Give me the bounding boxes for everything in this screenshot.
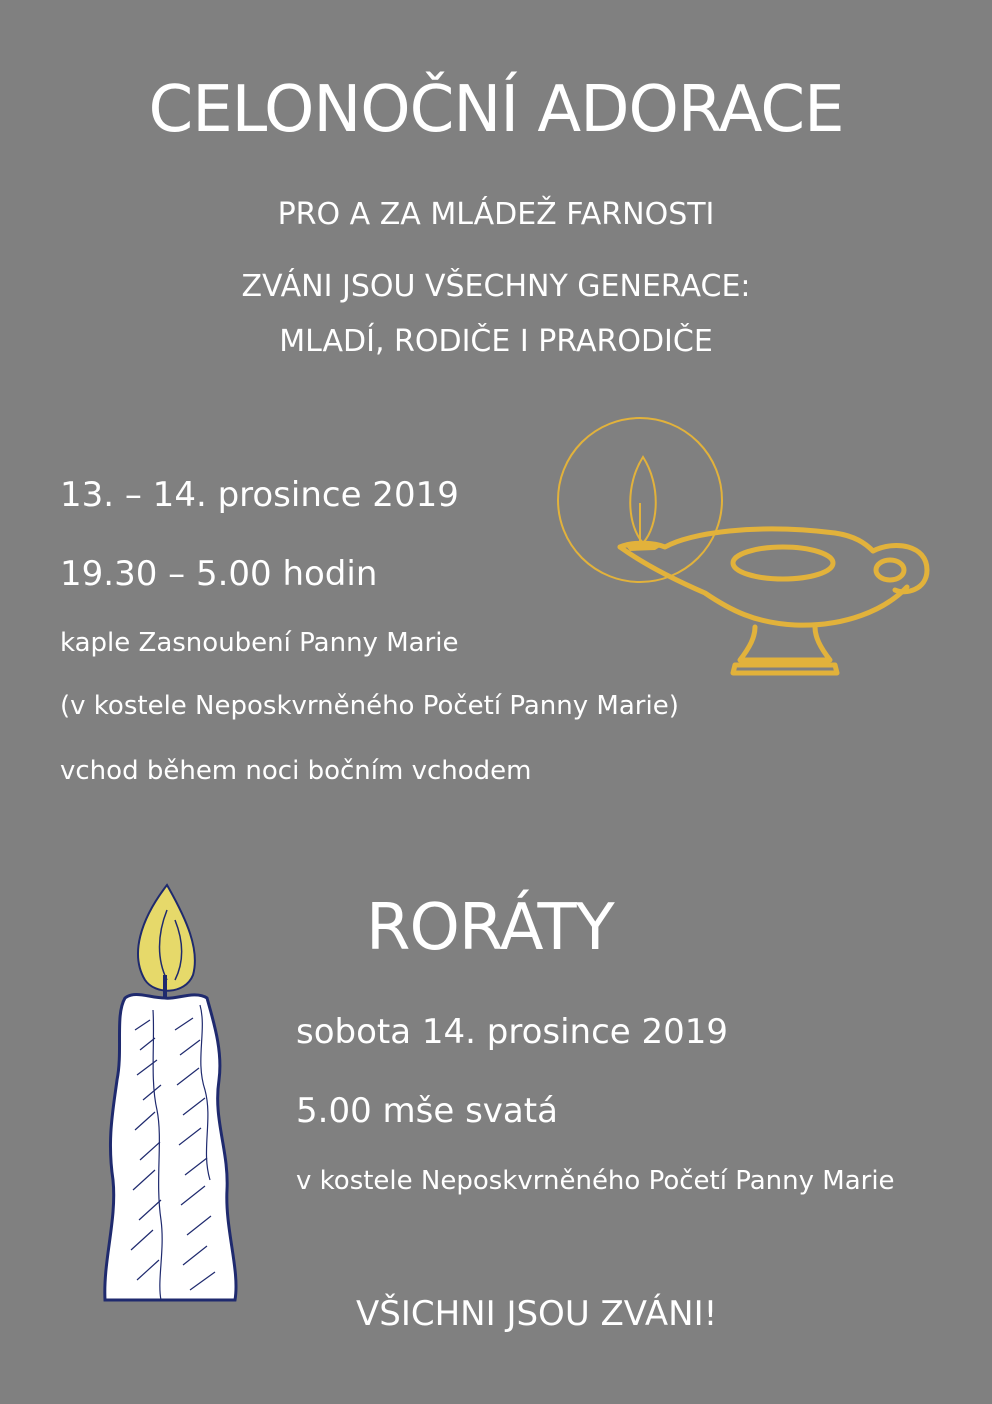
adoration-place: kaple Zasnoubení Panny Marie	[60, 628, 459, 658]
generations-line-2: MLADÍ, RODIČE I PRARODIČE	[279, 324, 713, 359]
page-title: CELONOČNÍ ADORACE	[148, 73, 844, 147]
candle-icon	[95, 880, 250, 1330]
oil-lamp-icon	[555, 415, 935, 680]
adoration-date: 13. – 14. prosince 2019	[60, 475, 459, 515]
adoration-entrance: vchod během noci bočním vchodem	[60, 756, 532, 786]
adoration-place-detail: (v kostele Neposkvrněného Početí Panny Marie)	[60, 691, 679, 721]
roraty-time: 5.00 mše svatá	[296, 1091, 558, 1131]
roraty-place: v kostele Neposkvrněného Početí Panny Marie	[296, 1166, 895, 1196]
roraty-title: RORÁTY	[366, 891, 614, 965]
roraty-date: sobota 14. prosince 2019	[296, 1012, 729, 1052]
footer-invite: VŠICHNI JSOU ZVÁNI!	[356, 1294, 718, 1334]
subtitle: PRO A ZA MLÁDEŽ FARNOSTI	[277, 197, 715, 232]
generations-line-1: ZVÁNI JSOU VŠECHNY GENERACE:	[241, 269, 751, 304]
adoration-time: 19.30 – 5.00 hodin	[60, 554, 378, 594]
